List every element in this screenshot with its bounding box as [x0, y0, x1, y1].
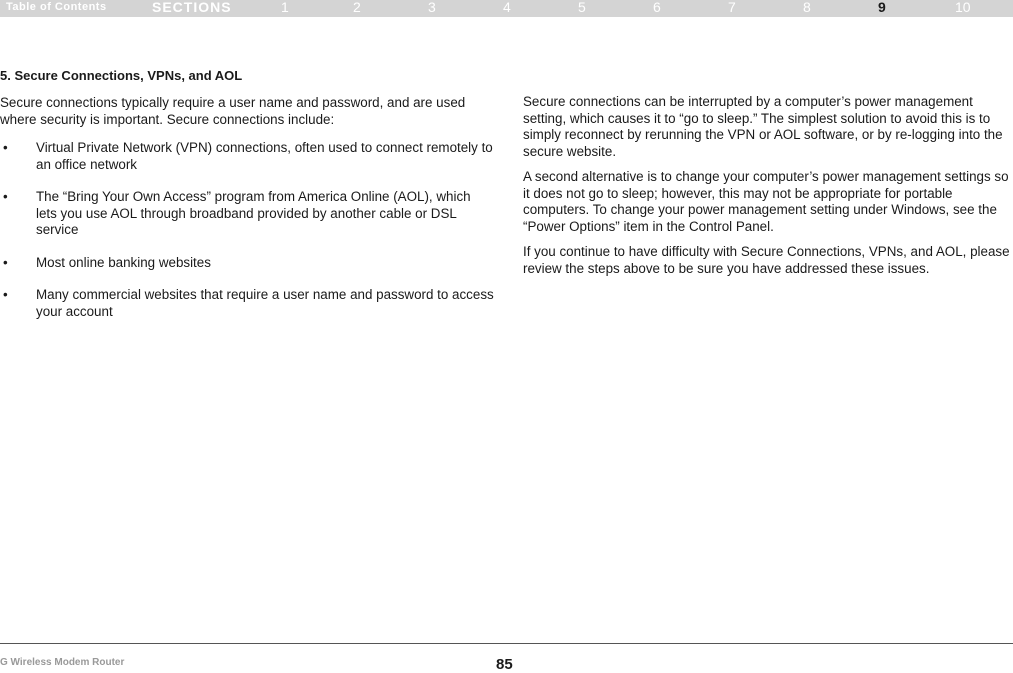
sections-label: SECTIONS — [152, 0, 232, 15]
section-nav-bar — [0, 0, 1013, 17]
left-column — [0, 95, 495, 336]
secure-connection-list — [0, 140, 495, 320]
section-link-6[interactable]: 6 — [653, 0, 661, 15]
footer-product-name: G Wireless Modem Router — [0, 657, 125, 668]
body-paragraph: If you continue to have difficulty with Secure Connections, VPNs, and AOL, please review the steps above to be sure you have addressed these issues. — [523, 244, 1010, 276]
section-link-10[interactable]: 10 — [955, 0, 971, 15]
list-item — [0, 140, 495, 173]
right-column — [523, 94, 1013, 286]
section-link-1[interactable]: 1 — [281, 0, 289, 15]
page-number: 85 — [496, 656, 513, 673]
list-item — [0, 255, 495, 272]
section-link-8[interactable]: 8 — [803, 0, 811, 15]
section-heading: 5. Secure Connections, VPNs, and AOL — [0, 68, 243, 83]
section-link-4[interactable]: 4 — [503, 0, 511, 15]
list-item — [0, 189, 495, 239]
table-of-contents-link[interactable]: Table of Contents — [6, 1, 107, 13]
section-link-5[interactable]: 5 — [578, 0, 586, 15]
list-item-text: The “Bring Your Own Access” program from America Online (AOL), which lets you use AOL through broadband provided by another cable or DSL service — [36, 189, 471, 237]
bullet-icon: • — [3, 287, 8, 302]
body-paragraph: A second alternative is to change your computer’s power management settings so it does not go to sleep; however, this may not be appropriate for portable computers. To change your power management setting under Windows, see the “Power Options” item in the Control Panel. — [523, 169, 1009, 234]
section-link-7[interactable]: 7 — [728, 0, 736, 15]
body-paragraph: Secure connections can be interrupted by a computer’s power management setting, which causes it to “go to sleep.” The simplest solution to avoid this is to simply reconnect by rerunning the VPN or AOL software, or by re-logging into the secure website. — [523, 94, 1003, 159]
bullet-icon: • — [3, 140, 8, 155]
list-item-text: Virtual Private Network (VPN) connections, often used to connect remotely to an office network — [36, 140, 493, 172]
footer-divider — [0, 643, 1013, 644]
intro-paragraph: Secure connections typically require a user name and password, and are used where security is important. Secure connections include: — [0, 95, 466, 127]
list-item-text: Most online banking websites — [36, 254, 211, 270]
bullet-icon: • — [3, 189, 8, 204]
list-item-text: Many commercial websites that require a user name and password to access your account — [36, 287, 494, 319]
section-link-9[interactable]: 9 — [878, 0, 886, 15]
section-link-2[interactable]: 2 — [353, 0, 361, 15]
list-item — [0, 287, 495, 320]
bullet-icon: • — [3, 254, 8, 270]
section-link-3[interactable]: 3 — [428, 0, 436, 15]
